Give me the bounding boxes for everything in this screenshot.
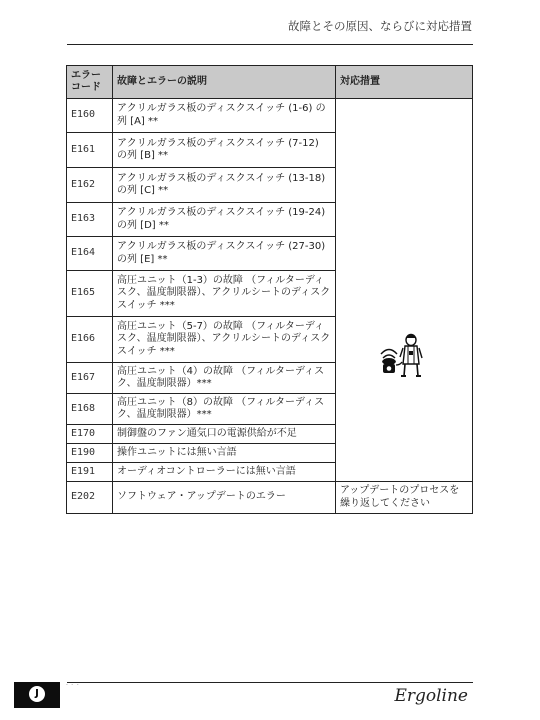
error-code: E164 bbox=[67, 237, 113, 271]
error-code: E190 bbox=[67, 444, 113, 463]
error-description: 操作ユニットには無い言語 bbox=[113, 444, 336, 463]
error-code: E163 bbox=[67, 203, 113, 237]
error-description: 制御盤のファン通気口の電源供給が不足 bbox=[113, 425, 336, 444]
table-row bbox=[67, 482, 473, 514]
error-code: E167 bbox=[67, 363, 113, 394]
language-badge: J bbox=[29, 686, 45, 702]
error-code: E191 bbox=[67, 463, 113, 482]
error-code: E161 bbox=[67, 133, 113, 168]
error-code: E168 bbox=[67, 394, 113, 425]
error-description: 高圧ユニット（5-7）の故障 （フィルターディスク、温度制限器）、アクリルシートのディスクスイッチ *** bbox=[113, 317, 336, 363]
error-code: E162 bbox=[67, 168, 113, 203]
error-code: E166 bbox=[67, 317, 113, 363]
error-code: E160 bbox=[67, 99, 113, 133]
error-table bbox=[66, 65, 473, 514]
error-code: E165 bbox=[67, 271, 113, 317]
header-rule bbox=[67, 44, 473, 45]
error-description: アクリルガラス板のディスクスイッチ (7-12) の列 [B] ** bbox=[113, 133, 336, 168]
page-number: - - - bbox=[66, 682, 80, 688]
error-description: アクリルガラス板のディスクスイッチ (27-30) の列 [E] ** bbox=[113, 237, 336, 271]
error-description: アクリルガラス板のディスクスイッチ (1-6) の列 [A] ** bbox=[113, 99, 336, 133]
brand-logo: Ergoline bbox=[394, 686, 468, 706]
error-description: オーディオコントローラーには無い言語 bbox=[113, 463, 336, 482]
error-description: ソフトウェア・アップデートのエラー bbox=[113, 482, 336, 514]
footer-rule bbox=[67, 682, 473, 683]
error-description: 高圧ユニット（1-3）の故障 （フィルターディスク、温度制限器）、アクリルシートのディスクスイッチ *** bbox=[113, 271, 336, 317]
error-code: E202 bbox=[67, 482, 113, 514]
error-description: アクリルガラス板のディスクスイッチ (19-24) の列 [D] ** bbox=[113, 203, 336, 237]
header-action: 対応措置 bbox=[336, 66, 473, 99]
table-row bbox=[67, 99, 473, 133]
header-error-code: エラーコード bbox=[67, 66, 113, 99]
error-description: 高圧ユニット（4）の故障 （フィルターディスク、温度制限器）*** bbox=[113, 363, 336, 394]
header-description: 故障とエラーの説明 bbox=[113, 66, 336, 99]
error-description: アクリルガラス板のディスクスイッチ (13-18) の列 [C] ** bbox=[113, 168, 336, 203]
page-header-title: 故障とその原因、ならびに対応措置 bbox=[288, 19, 472, 33]
error-description: 高圧ユニット（8）の故障 （フィルターディスク、温度制限器）*** bbox=[113, 394, 336, 425]
technician-with-phone-icon bbox=[379, 330, 429, 380]
action-cell-technician bbox=[336, 99, 473, 482]
action-text-repeat-update: アップデートのプロセスを繰り返してください bbox=[336, 482, 473, 514]
table-header-row bbox=[67, 66, 473, 99]
error-code: E170 bbox=[67, 425, 113, 444]
